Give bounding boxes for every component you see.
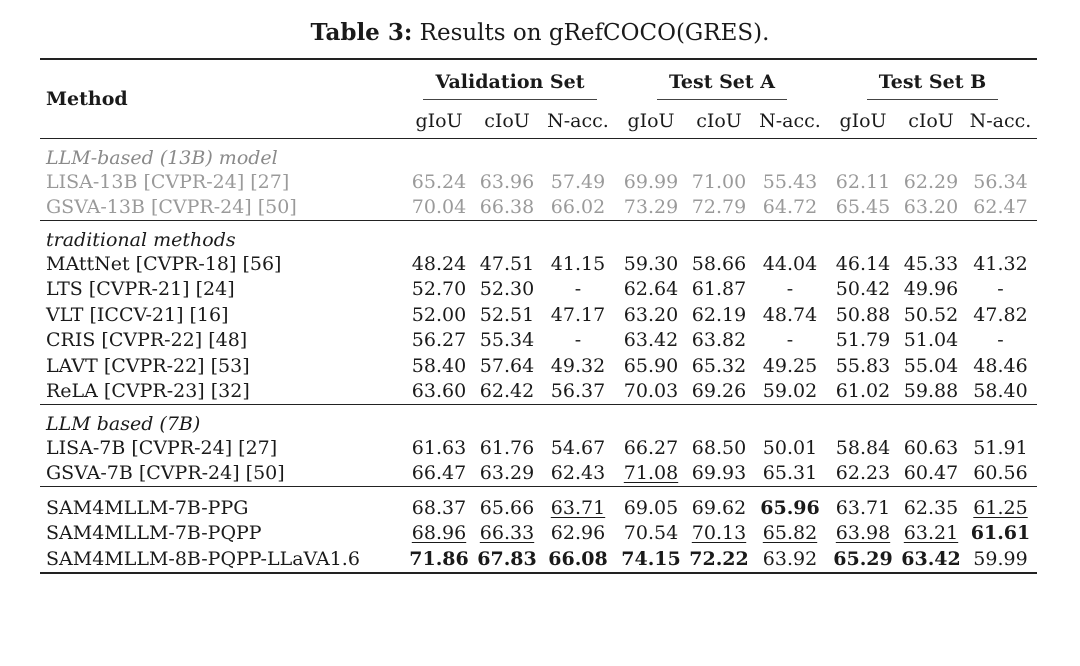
method-cell: VLT [ICCV-21] [16] bbox=[46, 303, 229, 326]
value-cell: 45.33 bbox=[903, 252, 959, 275]
value-cell: 50.88 bbox=[835, 303, 891, 326]
value-cell: 61.76 bbox=[479, 436, 535, 459]
value-cell: 66.02 bbox=[550, 196, 606, 219]
value-cell: 69.26 bbox=[691, 380, 747, 403]
value-cell: 63.71 bbox=[550, 496, 606, 519]
table-row bbox=[40, 169, 1037, 195]
value-cell: 62.47 bbox=[973, 196, 1028, 219]
value-cell: 61.61 bbox=[970, 522, 1031, 545]
value-cell: 67.83 bbox=[477, 547, 537, 570]
value-cell: 65.31 bbox=[762, 462, 818, 485]
table-row bbox=[40, 461, 1037, 487]
method-cell: SAM4MLLM-7B-PQPP bbox=[46, 522, 262, 545]
value-cell: 61.25 bbox=[973, 496, 1028, 519]
value-cell: 60.63 bbox=[903, 436, 959, 459]
value-cell: 63.20 bbox=[623, 303, 679, 326]
value-cell: 65.96 bbox=[760, 496, 820, 519]
value-cell: 63.96 bbox=[479, 170, 535, 193]
metric-header: N-acc. bbox=[759, 110, 821, 132]
group-header-test-a: Test Set A bbox=[616, 59, 828, 104]
value-cell: 52.30 bbox=[479, 278, 535, 301]
value-cell: 62.35 bbox=[903, 496, 959, 519]
value-cell: 50.01 bbox=[762, 436, 818, 459]
value-cell: 51.04 bbox=[903, 329, 959, 352]
table-row bbox=[40, 435, 1037, 461]
table-row bbox=[40, 521, 1037, 547]
table-row bbox=[40, 251, 1037, 277]
value-cell: 62.29 bbox=[903, 170, 959, 193]
value-cell: 63.29 bbox=[479, 462, 535, 485]
value-cell: 48.74 bbox=[762, 303, 818, 326]
value-cell: 55.43 bbox=[762, 170, 818, 193]
value-cell: 55.83 bbox=[835, 354, 891, 377]
table-row bbox=[40, 277, 1037, 303]
value-cell: 66.27 bbox=[623, 436, 679, 459]
value-cell: 63.42 bbox=[901, 547, 961, 570]
metric-header: gIoU bbox=[627, 110, 675, 132]
value-cell: - bbox=[997, 278, 1004, 301]
method-cell: SAM4MLLM-8B-PQPP-LLaVA1.6 bbox=[46, 547, 360, 570]
value-cell: 58.40 bbox=[411, 354, 467, 377]
table-row bbox=[40, 379, 1037, 405]
value-cell: 62.23 bbox=[835, 462, 891, 485]
method-cell: SAM4MLLM-7B-PPG bbox=[46, 496, 249, 519]
value-cell: 63.21 bbox=[903, 522, 959, 545]
value-cell: 61.63 bbox=[411, 436, 467, 459]
value-cell: 50.52 bbox=[903, 303, 959, 326]
value-cell: 69.93 bbox=[691, 462, 747, 485]
value-cell: 52.00 bbox=[411, 303, 467, 326]
value-cell: 62.19 bbox=[691, 303, 747, 326]
method-cell: ReLA [CVPR-23] [32] bbox=[46, 380, 250, 403]
group-header-test-b: Test Set B bbox=[828, 59, 1037, 104]
value-cell: 74.15 bbox=[621, 547, 681, 570]
value-cell: 62.96 bbox=[550, 522, 606, 545]
value-cell: 66.33 bbox=[479, 522, 535, 545]
value-cell: 65.45 bbox=[835, 196, 891, 219]
value-cell: 49.25 bbox=[762, 354, 818, 377]
value-cell: 71.86 bbox=[409, 547, 469, 570]
value-cell: 63.71 bbox=[835, 496, 891, 519]
value-cell: 69.99 bbox=[623, 170, 679, 193]
value-cell: 55.34 bbox=[479, 329, 535, 352]
value-cell: 48.46 bbox=[973, 354, 1028, 377]
value-cell: 65.90 bbox=[623, 354, 679, 377]
value-cell: 56.27 bbox=[411, 329, 467, 352]
method-cell: GSVA-13B [CVPR-24] [50] bbox=[46, 196, 297, 219]
method-cell: MAttNet [CVPR-18] [56] bbox=[46, 252, 282, 275]
value-cell: 59.99 bbox=[973, 547, 1028, 570]
value-cell: 61.02 bbox=[835, 380, 891, 403]
value-cell: 66.38 bbox=[479, 196, 535, 219]
value-cell: 70.54 bbox=[623, 522, 679, 545]
table-row bbox=[40, 302, 1037, 328]
value-cell: 68.50 bbox=[691, 436, 747, 459]
section-header-row bbox=[40, 139, 1037, 170]
caption-label: Table 3: bbox=[310, 19, 413, 46]
value-cell: 59.88 bbox=[903, 380, 959, 403]
value-cell: 65.29 bbox=[833, 547, 893, 570]
header-row-groups bbox=[40, 59, 1037, 104]
value-cell: 44.04 bbox=[762, 252, 818, 275]
metric-header: gIoU bbox=[839, 110, 887, 132]
value-cell: 60.56 bbox=[973, 462, 1028, 485]
value-cell: 59.02 bbox=[762, 380, 818, 403]
method-cell: LISA-7B [CVPR-24] [27] bbox=[46, 436, 278, 459]
value-cell: 63.98 bbox=[835, 522, 891, 545]
value-cell: 65.66 bbox=[479, 496, 535, 519]
value-cell: 56.34 bbox=[973, 170, 1028, 193]
value-cell: 72.79 bbox=[691, 196, 747, 219]
value-cell: 54.67 bbox=[550, 436, 606, 459]
method-header: Method bbox=[46, 88, 128, 110]
method-cell: CRIS [CVPR-22] [48] bbox=[46, 329, 248, 352]
metric-header: gIoU bbox=[415, 110, 463, 132]
metric-header: cIoU bbox=[908, 110, 954, 132]
value-cell: 70.03 bbox=[623, 380, 679, 403]
value-cell: 63.60 bbox=[411, 380, 467, 403]
table-row bbox=[40, 195, 1037, 221]
value-cell: 64.72 bbox=[762, 196, 818, 219]
method-cell: LAVT [CVPR-22] [53] bbox=[46, 354, 250, 377]
value-cell: 63.42 bbox=[623, 329, 679, 352]
section-title: LLM based (7B) bbox=[46, 413, 201, 435]
table-row bbox=[40, 487, 1037, 521]
value-cell: 62.43 bbox=[550, 462, 606, 485]
section-header-row bbox=[40, 405, 1037, 436]
section-title: LLM-based (13B) model bbox=[46, 147, 278, 169]
value-cell: 51.91 bbox=[973, 436, 1028, 459]
value-cell: 66.08 bbox=[548, 547, 608, 570]
value-cell: 56.37 bbox=[550, 380, 606, 403]
value-cell: 52.51 bbox=[479, 303, 535, 326]
table-caption bbox=[0, 18, 1080, 48]
value-cell: 69.05 bbox=[623, 496, 679, 519]
value-cell: 47.51 bbox=[479, 252, 535, 275]
section-header-row bbox=[40, 221, 1037, 252]
value-cell: - bbox=[574, 329, 582, 352]
value-cell: 57.64 bbox=[479, 354, 535, 377]
section-title: traditional methods bbox=[46, 229, 236, 251]
value-cell: 70.04 bbox=[411, 196, 467, 219]
value-cell: 72.22 bbox=[689, 547, 749, 570]
value-cell: 73.29 bbox=[623, 196, 679, 219]
metric-header: cIoU bbox=[696, 110, 742, 132]
method-cell: GSVA-7B [CVPR-24] [50] bbox=[46, 462, 285, 485]
value-cell: 59.30 bbox=[623, 252, 679, 275]
value-cell: 49.32 bbox=[550, 354, 606, 377]
method-cell: LTS [CVPR-21] [24] bbox=[46, 278, 235, 301]
value-cell: 55.04 bbox=[903, 354, 959, 377]
value-cell: 46.14 bbox=[835, 252, 891, 275]
value-cell: 71.08 bbox=[623, 462, 679, 485]
table-body bbox=[40, 139, 1037, 573]
value-cell: 50.42 bbox=[835, 278, 891, 301]
value-cell: 68.37 bbox=[411, 496, 467, 519]
value-cell: 41.32 bbox=[973, 252, 1028, 275]
value-cell: - bbox=[574, 278, 582, 301]
value-cell: 66.47 bbox=[411, 462, 467, 485]
table-row bbox=[40, 353, 1037, 379]
value-cell: 48.24 bbox=[411, 252, 467, 275]
metric-header: cIoU bbox=[484, 110, 530, 132]
value-cell: 57.49 bbox=[550, 170, 606, 193]
value-cell: 65.32 bbox=[691, 354, 747, 377]
table-row bbox=[40, 546, 1037, 573]
value-cell: 61.87 bbox=[691, 278, 747, 301]
metric-header: N-acc. bbox=[969, 110, 1032, 132]
value-cell: 62.11 bbox=[835, 170, 891, 193]
value-cell: 49.96 bbox=[903, 278, 959, 301]
value-cell: 68.96 bbox=[411, 522, 467, 545]
table-row bbox=[40, 328, 1037, 354]
value-cell: 58.66 bbox=[691, 252, 747, 275]
value-cell: 51.79 bbox=[835, 329, 891, 352]
metric-header: N-acc. bbox=[547, 110, 609, 132]
value-cell: 71.00 bbox=[691, 170, 747, 193]
value-cell: 47.17 bbox=[550, 303, 606, 326]
value-cell: - bbox=[786, 329, 794, 352]
value-cell: 63.82 bbox=[691, 329, 747, 352]
value-cell: 63.92 bbox=[762, 547, 818, 570]
method-cell: LISA-13B [CVPR-24] [27] bbox=[46, 170, 290, 193]
value-cell: 58.40 bbox=[973, 380, 1028, 403]
group-header-validation: Validation Set bbox=[404, 59, 616, 104]
value-cell: 41.15 bbox=[550, 252, 606, 275]
value-cell: - bbox=[997, 329, 1004, 352]
value-cell: 60.47 bbox=[903, 462, 959, 485]
value-cell: 70.13 bbox=[691, 522, 747, 545]
value-cell: 65.24 bbox=[411, 170, 467, 193]
value-cell: 69.62 bbox=[691, 496, 747, 519]
value-cell: 58.84 bbox=[835, 436, 891, 459]
value-cell: 47.82 bbox=[973, 303, 1028, 326]
results-table bbox=[40, 58, 1037, 574]
value-cell: 62.64 bbox=[623, 278, 679, 301]
value-cell: 62.42 bbox=[479, 380, 535, 403]
caption-text: Results on gRefCOCO(GRES). bbox=[412, 20, 770, 46]
value-cell: 63.20 bbox=[903, 196, 959, 219]
value-cell: 52.70 bbox=[411, 278, 467, 301]
value-cell: 65.82 bbox=[762, 522, 818, 545]
value-cell: - bbox=[786, 278, 794, 301]
